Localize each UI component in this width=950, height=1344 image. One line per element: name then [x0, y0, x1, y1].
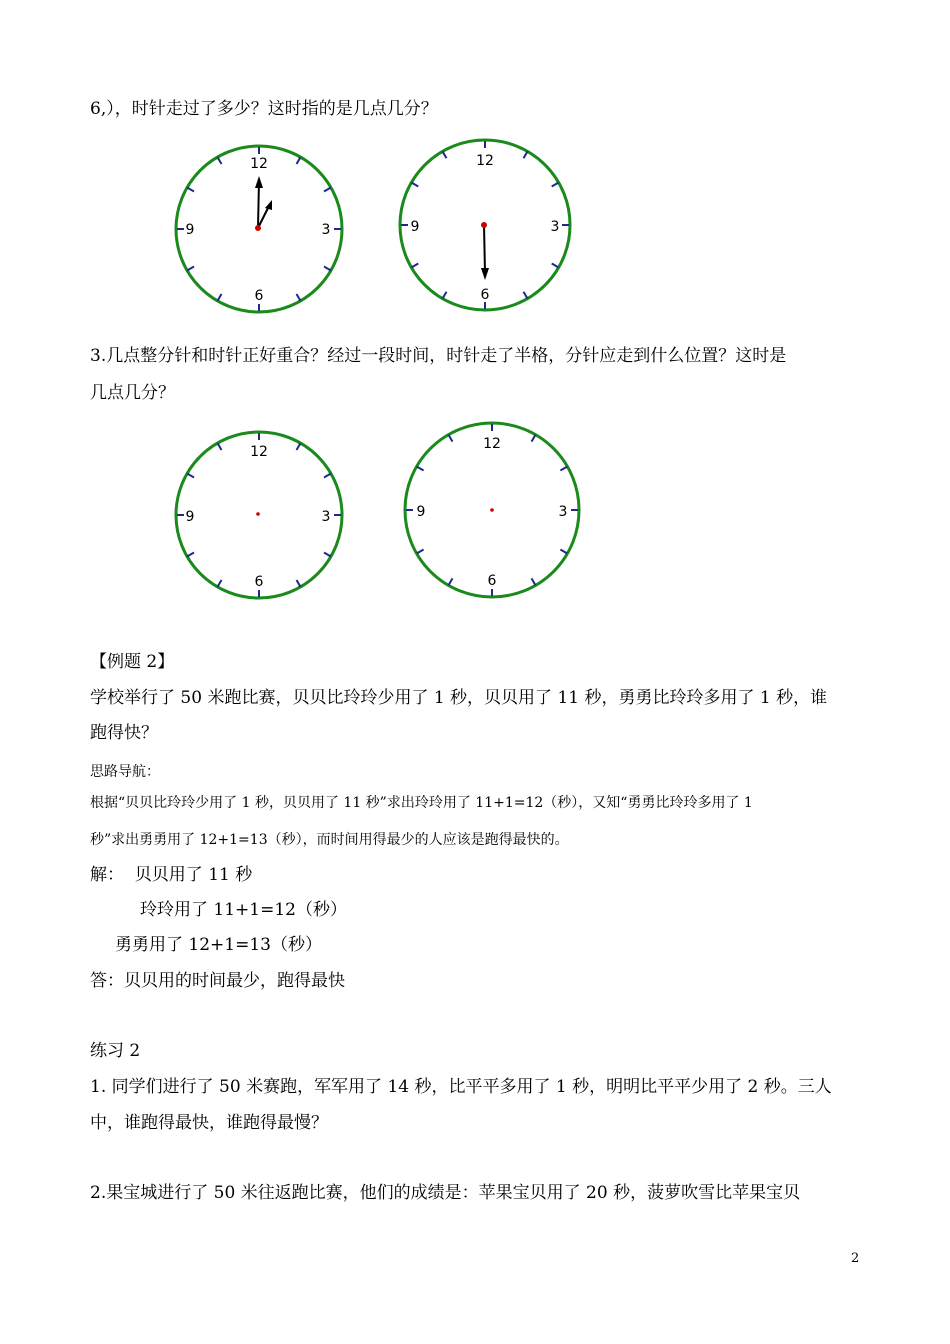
clock-3-numeral-9: 9: [185, 509, 195, 525]
clock-3: [174, 431, 344, 601]
question-1-tail: 6,），时针走过了多少？这时指的是几点几分？: [90, 99, 438, 119]
solution-line-2: 玲玲用了 11+1=12（秒）: [140, 900, 347, 920]
hint-line-1: 根据“贝贝比玲玲少用了 1 秒，贝贝用了 11 秒”求出玲玲用了 11+1=12（秒），又知“勇勇比玲玲多用了 1: [90, 795, 753, 811]
clock-4-numeral-6: 6: [487, 573, 497, 589]
clock-4: [404, 422, 582, 600]
solution-line-3: 勇勇用了 12+1=13（秒）: [115, 935, 322, 955]
clock-1-numeral-12: 12: [250, 156, 268, 172]
clock-1: [174, 146, 344, 316]
clock-1-numeral-3: 3: [321, 222, 331, 238]
clock-1-center: [255, 225, 261, 231]
clock-2-center: [481, 222, 487, 228]
clock-2-minute-hand: [484, 225, 485, 273]
question-3-line-1: 3.几点整分针和时针正好重合？经过一段时间，时针走了半格，分针应走到什么位置？这时是: [90, 346, 787, 366]
clock-2-minute-arrow: [481, 268, 489, 280]
clock-3-numeral-3: 3: [321, 509, 331, 525]
clock-4-numeral-3: 3: [558, 504, 568, 520]
practice-title: 练习 2: [90, 1041, 141, 1061]
hint-line-2: 秒”求出勇勇用了 12+1=13（秒），而时间用得最少的人应该是跑得最快的。: [90, 832, 569, 848]
practice-1-line-1: 1. 同学们进行了 50 米赛跑，军军用了 14 秒，比平平多用了 1 秒，明明比平平少用了 2 秒。三人: [90, 1077, 832, 1097]
practice-2-line-1: 2.果宝城进行了 50 米往返跑比赛，他们的成绩是：苹果宝贝用了 20 秒，菠萝吹雪比苹果宝贝: [90, 1183, 801, 1203]
example-title: 【例题 2】: [90, 652, 175, 672]
clock-2-numeral-6: 6: [480, 287, 490, 303]
clock-1-minute-arrow: [255, 176, 263, 188]
clock-4-numeral-12: 12: [483, 436, 501, 452]
clock-2-numeral-9: 9: [410, 219, 420, 235]
example-line-2: 跑得快？: [90, 723, 158, 743]
hint-title: 思路导航：: [90, 764, 160, 780]
clock-4-numeral-9: 9: [416, 504, 426, 520]
practice-1-line-2: 中，谁跑得最快，谁跑得最慢？: [90, 1113, 328, 1133]
clock-4-center: [490, 508, 494, 512]
clock-3-center: [256, 512, 260, 516]
question-3-line-2: 几点几分？: [90, 383, 175, 403]
clock-3-numeral-6: 6: [254, 574, 264, 590]
page-number: 2: [851, 1251, 860, 1266]
clock-2-numeral-3: 3: [550, 219, 560, 235]
clock-3-numeral-12: 12: [250, 444, 268, 460]
clock-2: [399, 139, 573, 313]
solution-line-1: 解： 贝贝用了 11 秒: [90, 865, 253, 885]
clock-2-numeral-12: 12: [476, 153, 494, 169]
answer-line: 答：贝贝用的时间最少，跑得最快: [90, 971, 345, 991]
clock-1-numeral-6: 6: [254, 288, 264, 304]
example-line-1: 学校举行了 50 米跑比赛，贝贝比玲玲少用了 1 秒，贝贝用了 11 秒，勇勇比玲玲多用了 1 秒，谁: [90, 688, 828, 708]
clock-1-hour-arrow: [265, 200, 272, 210]
clock-1-numeral-9: 9: [185, 222, 195, 238]
